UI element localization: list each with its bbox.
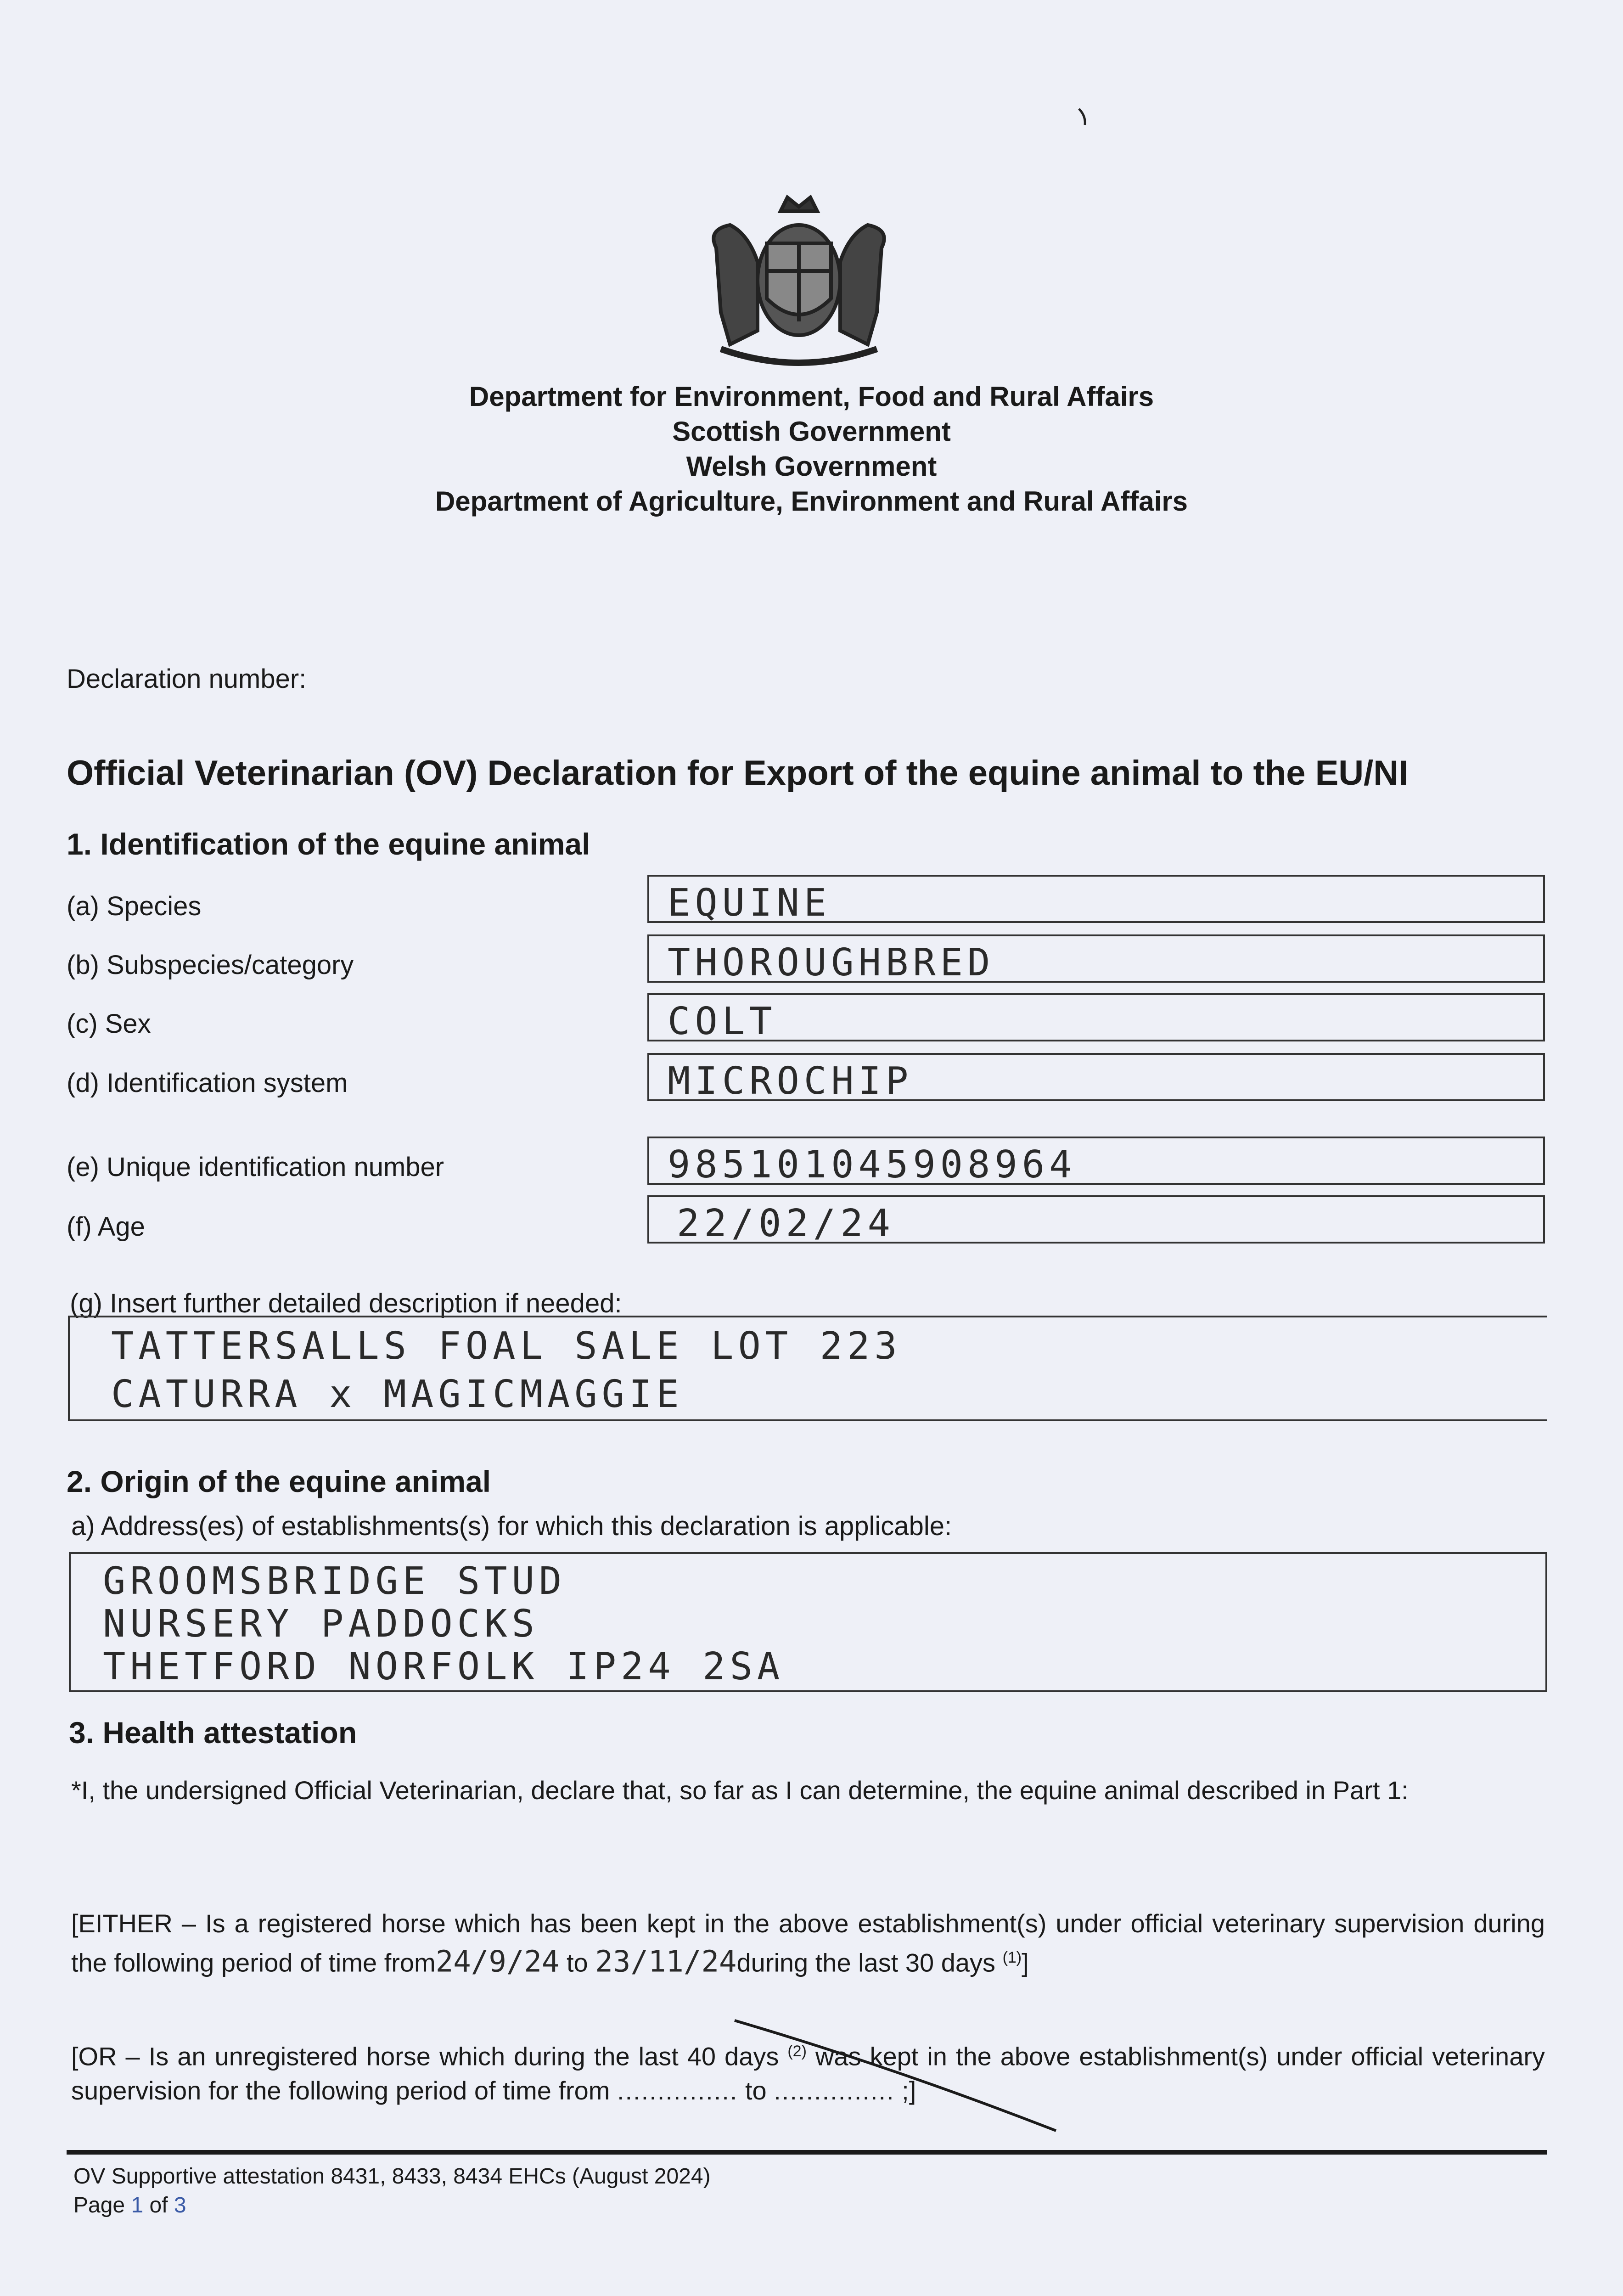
- uid-value: 985101045908964: [668, 1143, 1077, 1185]
- age-field[interactable]: [647, 1195, 1545, 1244]
- sex-label: (c) Sex: [67, 1009, 151, 1039]
- royal-crest-icon: [689, 193, 909, 372]
- pen-mark: [1077, 107, 1090, 129]
- uid-label: (e) Unique identification number: [67, 1152, 444, 1182]
- attestation-intro: *I, the undersigned Official Veterinarian, declare that, so far as I can determine, the equine animal described in Part 1:: [71, 1776, 1409, 1805]
- species-value: EQUINE: [668, 881, 831, 923]
- or-to-date-blank[interactable]: ...............: [774, 2076, 895, 2105]
- dept-scottish-gov: Scottish Government: [672, 416, 951, 447]
- or-to-word: to: [745, 2076, 767, 2105]
- either-close: ]: [1022, 1948, 1029, 1977]
- either-to-word: to: [567, 1948, 588, 1977]
- id-system-field[interactable]: [647, 1053, 1545, 1101]
- page-title: Official Veterinarian (OV) Declaration for Export of the equine animal to the EU/NI: [67, 754, 1409, 793]
- sex-value: COLT: [668, 1000, 777, 1041]
- either-text: [EITHER – Is a registered horse which has been kept in the above establishment(s) under official veterinary supervision during the following period of time from: [71, 1909, 1545, 1977]
- establishment-address-field[interactable]: [69, 1552, 1547, 1692]
- sex-field[interactable]: [647, 993, 1545, 1041]
- footnote-2-ref: (2): [787, 2043, 807, 2060]
- species-field[interactable]: [647, 875, 1545, 923]
- id-system-label: (d) Identification system: [67, 1068, 348, 1098]
- species-label: (a) Species: [67, 891, 202, 921]
- page-number[interactable]: 1: [131, 2193, 144, 2217]
- page-word: Page: [73, 2193, 125, 2217]
- section2-heading: 2. Origin of the equine animal: [67, 1464, 491, 1498]
- dept-welsh-gov: Welsh Government: [686, 451, 937, 482]
- age-value: 22/02/24: [677, 1202, 895, 1244]
- address-line3: THETFORD NORFOLK IP24 2SA: [103, 1645, 785, 1688]
- description-line1: TATTERSALLS FOAL SALE LOT 223: [111, 1324, 902, 1368]
- footer-divider: [67, 2150, 1547, 2155]
- subspecies-field[interactable]: [647, 934, 1545, 983]
- page-total[interactable]: 3: [174, 2193, 186, 2217]
- or-text-2: was kept in the above establishment(s) under official veterinary supervision for the following period of time from: [71, 2042, 1545, 2105]
- either-from-date[interactable]: 24/9/24: [435, 1945, 560, 1979]
- page-indicator: [73, 2193, 186, 2218]
- establishment-label: a) Address(es) of establishments(s) for which this declaration is applicable:: [71, 1511, 952, 1541]
- or-from-date-blank[interactable]: ...............: [617, 2076, 738, 2105]
- or-end: ;]: [902, 2076, 916, 2105]
- either-clause: [71, 1907, 1545, 1980]
- uid-field[interactable]: [647, 1137, 1545, 1185]
- description-line2: CATURRA x MAGICMAGGIE: [111, 1373, 684, 1416]
- declaration-number-label: Declaration number:: [67, 664, 307, 694]
- address-line2: NURSERY PADDOCKS: [103, 1602, 539, 1646]
- subspecies-label: (b) Subspecies/category: [67, 950, 354, 980]
- dept-defra: Department for Environment, Food and Rural Affairs: [469, 381, 1154, 412]
- description-label: (g) Insert further detailed description if needed:: [70, 1289, 622, 1318]
- footnote-1-ref: (1): [1002, 1949, 1022, 1966]
- section1-heading: 1. Identification of the equine animal: [67, 827, 590, 861]
- or-text-1: [OR – Is an unregistered horse which during the last 40 days: [71, 2042, 779, 2071]
- footer-attestation-ref: OV Supportive attestation 8431, 8433, 8434 EHCs (August 2024): [73, 2164, 711, 2189]
- or-clause-strike-line: [716, 2007, 1074, 2144]
- section3-heading: 3. Health attestation: [69, 1716, 357, 1750]
- either-end-text: during the last 30 days: [736, 1948, 995, 1977]
- either-to-date[interactable]: 23/11/24: [595, 1945, 737, 1979]
- subspecies-value: THOROUGHBRED: [668, 941, 995, 983]
- dept-daera: Department of Agriculture, Environment and Rural Affairs: [435, 486, 1188, 517]
- address-line1: GROOMSBRIDGE STUD: [103, 1559, 567, 1603]
- id-system-value: MICROCHIP: [668, 1059, 913, 1101]
- age-label: (f) Age: [67, 1212, 145, 1242]
- description-field[interactable]: [68, 1316, 1547, 1421]
- of-word: of: [149, 2193, 168, 2217]
